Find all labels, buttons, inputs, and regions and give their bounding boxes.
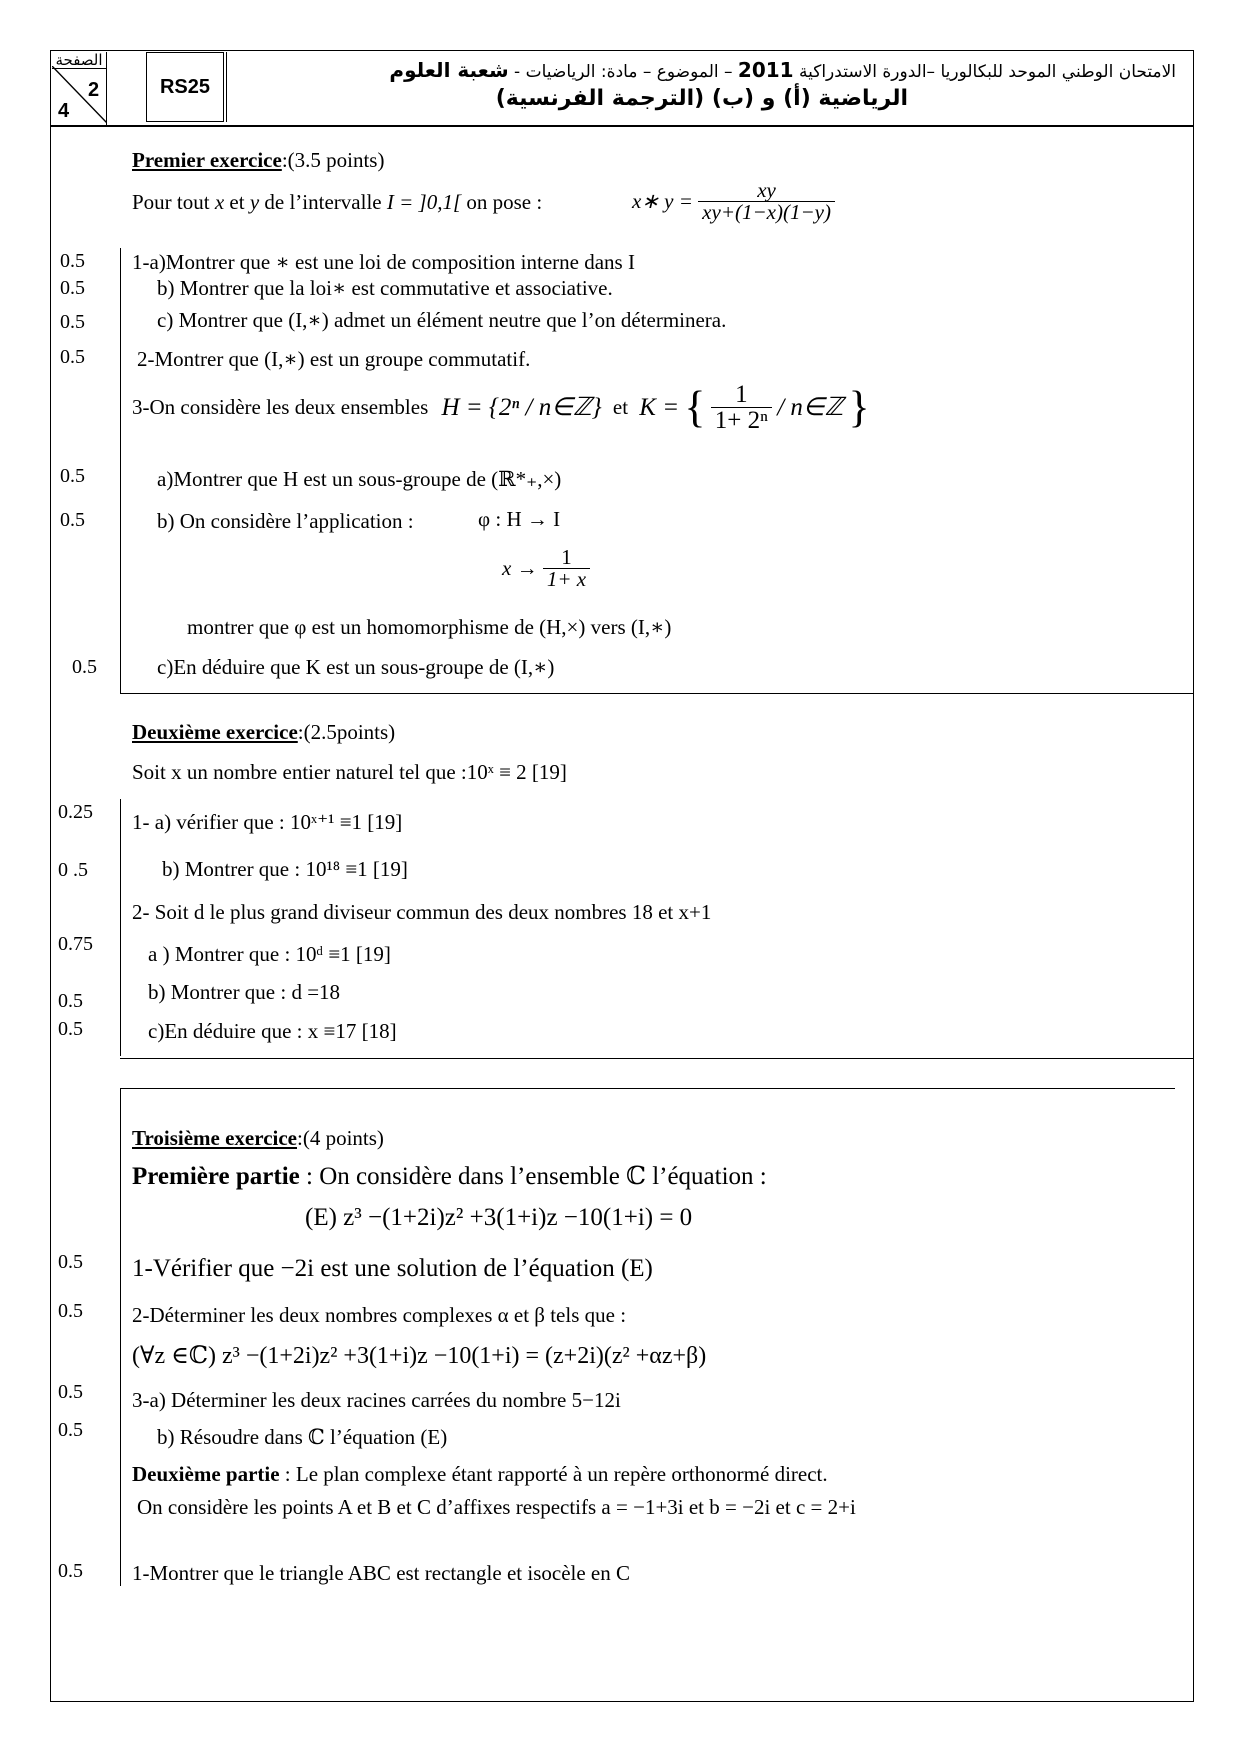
ex1-intro-c: de l’intervalle bbox=[264, 190, 382, 214]
arabic-title-line1 bbox=[389, 58, 1176, 82]
ex1-q3b-x: x → bbox=[502, 556, 538, 580]
ex3-q2: 2-Déterminer les deux nombres complexes α et β tels que : bbox=[132, 1303, 627, 1327]
ex1-intro-b: et bbox=[229, 190, 245, 214]
arabic-title-line2: الرياضية (أ) و (ب) (الترجمة الفرنسية) bbox=[495, 86, 908, 111]
ex1-set-h: H = {2ⁿ / n∈ℤ} bbox=[441, 394, 602, 421]
ex1-points: :(3.5 points) bbox=[281, 148, 385, 172]
arabic-title-part-b: – الموضوع – مادة: الرياضيات - bbox=[514, 62, 733, 82]
exam-code: RS25 bbox=[146, 52, 224, 122]
ex3-part2 bbox=[132, 1464, 828, 1485]
ex1-q3 bbox=[132, 382, 870, 433]
ex1-mark-1b: 0.5 bbox=[60, 277, 85, 299]
ex2-q2c: c)En déduire que : x ≡17 [18] bbox=[148, 1019, 397, 1043]
ex1-set-k-condition: / n∈ℤ bbox=[777, 394, 844, 421]
ex3-margin-line bbox=[120, 1088, 121, 1586]
ex2-margin-line bbox=[120, 799, 121, 1056]
ex2-bottom-rule bbox=[120, 1058, 1194, 1059]
ex2-title-text: Deuxième exercice bbox=[132, 720, 298, 744]
ex3-part1 bbox=[132, 1164, 767, 1189]
ex1-q3b-rule bbox=[502, 547, 590, 590]
ex1-mark-1a: 0.5 bbox=[60, 250, 85, 272]
ex1-mark-3b: 0.5 bbox=[60, 509, 85, 531]
ex1-mark-3c: 0.5 bbox=[72, 656, 97, 678]
ex1-q3b-numerator: 1 bbox=[561, 545, 572, 569]
ex2-q2a: a ) Montrer que : 10ᵈ ≡1 [19] bbox=[148, 942, 391, 966]
ex2-mark-2c: 0.5 bbox=[58, 1018, 83, 1040]
ex2-points: :(2.5points) bbox=[297, 720, 396, 744]
ex1-set-k-brace-open: { bbox=[684, 382, 706, 432]
ex3-part1-title: Première partie bbox=[132, 1163, 300, 1190]
ex1-q3-text: 3-On considère les deux ensembles bbox=[132, 395, 429, 419]
ex1-intro bbox=[132, 192, 542, 213]
ex1-q2: 2-Montrer que (I,∗) est un groupe commutatif. bbox=[137, 347, 531, 371]
ex1-q3b-denominator: 1+ x bbox=[543, 568, 590, 590]
ex1-interval: I = ]0,1[ bbox=[386, 190, 462, 214]
ex1-q1a: 1-a)Montrer que ∗ est une loi de composition interne dans I bbox=[132, 250, 635, 274]
ex1-set-k-fraction bbox=[711, 382, 772, 433]
ex1-intro-x: x bbox=[214, 190, 225, 214]
ex1-intro-a: Pour tout bbox=[132, 190, 210, 214]
ex1-intro-d: on pose : bbox=[466, 190, 543, 214]
ex1-title-text: Premier exercice bbox=[132, 148, 282, 172]
ex1-q3b-map: φ : H → I bbox=[478, 507, 561, 531]
ex3-part2-title: Deuxième partie bbox=[132, 1462, 280, 1486]
ex1-q3b: b) On considère l’application : bbox=[157, 509, 414, 533]
ex1-set-k-denominator: 1+ 2ⁿ bbox=[711, 407, 772, 433]
ex1-q3-et: et bbox=[612, 395, 629, 419]
ex1-law-definition bbox=[632, 180, 835, 223]
ex1-title bbox=[132, 150, 384, 171]
ex2-title bbox=[132, 722, 395, 743]
ex1-set-k-brace-close: } bbox=[848, 382, 870, 432]
ex2-q2: 2- Soit d le plus grand diviseur commun des deux nombres 18 et x+1 bbox=[132, 900, 712, 924]
arabic-title-part-a: الامتحان الوطني الموحد للبكالوريا –الدورة الاستدراكية bbox=[799, 62, 1176, 82]
ex3-q3a: 3-a) Déterminer les deux racines carrées du nombre 5−12i bbox=[132, 1388, 621, 1412]
ex1-bottom-rule bbox=[120, 693, 1194, 694]
ex1-mark-2: 0.5 bbox=[60, 346, 85, 368]
ex3-title-text: Troisième exercice bbox=[132, 1126, 297, 1150]
ex2-mark-1b: 0 .5 bbox=[58, 859, 88, 881]
ex2-intro: Soit x un nombre entier naturel tel que :10ˣ ≡ 2 [19] bbox=[132, 760, 567, 784]
ex1-q3c: c)En déduire que K est un sous-groupe de (I,∗) bbox=[157, 655, 555, 679]
ex2-q1a: 1- a) vérifier que : 10ˣ⁺¹ ≡1 [19] bbox=[132, 810, 403, 834]
header-divider bbox=[50, 125, 1194, 127]
ex1-mark-3a: 0.5 bbox=[60, 465, 85, 487]
ex1-q3b-fraction bbox=[543, 547, 590, 590]
ex1-q3a: a)Montrer que H est un sous-groupe de (ℝ*₊,×) bbox=[157, 467, 562, 491]
ex3-points: :(4 points) bbox=[297, 1126, 384, 1150]
ex3-equation: (E) z³ −(1+2i)z² +3(1+i)z −10(1+i) = 0 bbox=[305, 1204, 693, 1231]
ex2-mark-1a: 0.25 bbox=[58, 801, 93, 823]
page-label: الصفحة bbox=[52, 52, 106, 69]
ex1-set-k-numerator: 1 bbox=[735, 381, 748, 408]
ex1-law-numerator: xy bbox=[757, 178, 776, 202]
ex1-law-fraction bbox=[698, 180, 835, 223]
exam-year: 2011 bbox=[737, 58, 794, 82]
ex1-q3b-2: montrer que φ est un homomorphisme de (H,×) vers (I,∗) bbox=[187, 615, 672, 639]
ex3-mark-1: 0.5 bbox=[58, 1251, 83, 1273]
ex3-part2-points: On considère les points A et B et C d’affixes respectifs a = −1+3i et b = −2i et c = 2+i bbox=[137, 1495, 856, 1519]
ex1-q1c: c) Montrer que (I,∗) admet un élément neutre que l’on déterminera. bbox=[157, 308, 727, 332]
ex1-q1b: b) Montrer que la loi∗ est commutative et associative. bbox=[157, 276, 613, 300]
ex3-top-rule bbox=[120, 1088, 1175, 1089]
ex3-q2-identity: (∀z ∈ℂ) z³ −(1+2i)z² +3(1+i)z −10(1+i) = (z+2i)(z² +αz+β) bbox=[132, 1343, 707, 1369]
ex1-mark-1c: 0.5 bbox=[60, 311, 85, 333]
ex2-mark-2a: 0.75 bbox=[58, 933, 93, 955]
ex3-part2-text: : Le plan complexe étant rapporté à un repère orthonormé direct. bbox=[284, 1462, 828, 1486]
ex3-part1-text: : On considère dans l’ensemble ℂ l’équation : bbox=[306, 1163, 767, 1190]
ex1-law-lhs: x∗ y = bbox=[632, 189, 693, 213]
ex1-set-k-lhs: K = bbox=[639, 394, 680, 421]
ex1-intro-y: y bbox=[249, 190, 260, 214]
ex3-title bbox=[132, 1128, 384, 1149]
page-current: 2 bbox=[88, 79, 100, 101]
ex2-q1b: b) Montrer que : 10¹⁸ ≡1 [19] bbox=[162, 857, 408, 881]
ex2-mark-2b: 0.5 bbox=[58, 990, 83, 1012]
arabic-title-part-c: شعبة العلوم bbox=[389, 58, 509, 82]
ex2-q2b: b) Montrer que : d =18 bbox=[148, 980, 341, 1004]
ex3-mark-2: 0.5 bbox=[58, 1300, 83, 1322]
ex1-margin-line bbox=[120, 248, 121, 693]
page-total: 4 bbox=[58, 100, 70, 122]
ex3-mark-3a: 0.5 bbox=[58, 1381, 83, 1403]
ex1-law-denominator: xy+(1−x)(1−y) bbox=[698, 201, 835, 223]
ex3-mark-3b: 0.5 bbox=[58, 1419, 83, 1441]
ex3-p2q1: 1-Montrer que le triangle ABC est rectangle et isocèle en C bbox=[132, 1561, 631, 1585]
ex3-mark-p2q1: 0.5 bbox=[58, 1560, 83, 1582]
ex3-q1: 1-Vérifier que −2i est une solution de l’équation (E) bbox=[132, 1255, 653, 1282]
ex3-q3b: b) Résoudre dans ℂ l’équation (E) bbox=[157, 1425, 448, 1449]
